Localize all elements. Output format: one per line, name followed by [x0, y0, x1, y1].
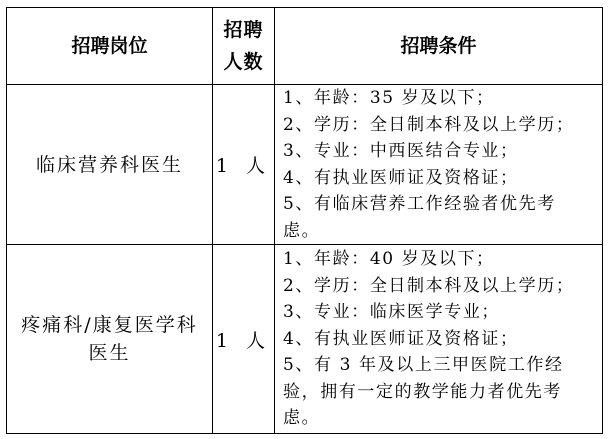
condition-item: 虑。: [283, 220, 321, 241]
position-line: 疼痛科/康复医学科: [21, 314, 198, 336]
conditions-list: [275, 246, 602, 432]
condition-item: 2、学历：全日制本科及以上学历；: [283, 275, 575, 296]
condition-item: 虑。: [283, 408, 321, 429]
header-position: 招聘岗位: [7, 8, 213, 85]
table-row: [7, 245, 603, 434]
header-conditions: 招聘条件: [275, 8, 603, 85]
conditions-cell: [275, 245, 603, 434]
condition-item: 4、有执业医师证及资格证；: [283, 167, 519, 188]
condition-item: 1、年龄：40 岁及以下；: [283, 249, 495, 270]
condition-item: 3、专业：临床医学专业；: [283, 302, 501, 323]
condition-item: 3、专业：中西医结合专业；: [283, 141, 519, 161]
conditions-cell: [275, 85, 603, 245]
position-cell: [7, 85, 213, 245]
count-cell: 1 人: [213, 85, 275, 245]
position-line: 医生: [88, 342, 131, 364]
count-cell: 1 人: [213, 245, 275, 434]
position-cell: [7, 245, 213, 434]
condition-item: 1、年龄：35 岁及以下；: [283, 88, 495, 108]
condition-item: 4、有执业医师证及资格证；: [283, 328, 519, 349]
condition-item: 5、有 3 年及以上三甲医院工作经: [283, 355, 564, 376]
conditions-list: [275, 85, 602, 244]
table-row: [7, 85, 603, 245]
position-line: 临床营养科医生: [35, 153, 183, 176]
header-count: [213, 8, 275, 85]
header-count-line2: 人数: [223, 51, 264, 73]
header-count-line1: 招聘: [223, 19, 264, 41]
condition-item: 5、有临床营养工作经验者优先考: [283, 194, 556, 214]
condition-item: 2、学历：全日制本科及以上学历；: [283, 114, 575, 135]
condition-item: 验，拥有一定的教学能力者优先考: [283, 381, 562, 402]
recruitment-table: [6, 7, 603, 434]
header-row: [7, 8, 603, 85]
